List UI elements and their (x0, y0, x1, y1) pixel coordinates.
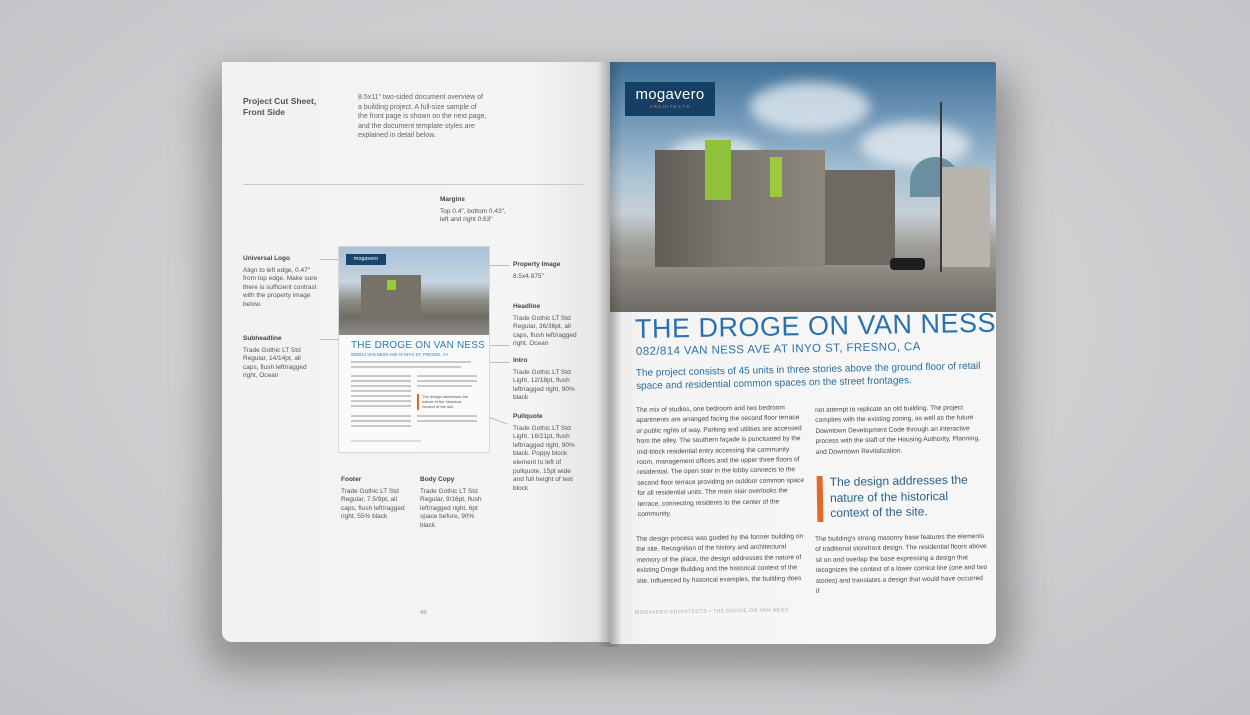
thumbnail-text-line (417, 385, 472, 387)
body-col1-p1: The mix of studios, one bedroom and two bedroom apartments are arranged facing the second floor terrace or public rights of way. Parking and utilities are accessed from the alley. The southern façade is punctuated by the mid-block residential entry accessing the community room, management offices and the upper three floors of residential. The open stair in the lobby connects to the second floor terrace providing an outdoor common space for all residential units. The main stair overlooks the terrace, connecting residents to the center of the community. (636, 404, 805, 519)
annotation-property-image (513, 261, 573, 281)
thumbnail-text-line (351, 405, 411, 407)
thumbnail-text-line (417, 375, 477, 377)
thumbnail-text-line (351, 385, 411, 387)
annotation-heading: Margins (440, 196, 465, 203)
annotation-text: Top 0.4", bottom 0.43", left and right 0.63" (440, 207, 506, 224)
building-green-accent (705, 140, 731, 200)
annotation-heading: Headline (513, 303, 541, 310)
thumbnail-text-line (351, 415, 411, 417)
headline: THE DROGE ON VAN NESS (634, 307, 996, 344)
mogavero-logo (625, 82, 715, 116)
thumbnail-text-line (417, 415, 477, 417)
thumbnail-text-line (351, 395, 411, 397)
annotation-universal-logo (243, 255, 318, 310)
annotation-text: Trade Gothic LT Std Light, 12/18pt, flush left/ragged right, 90% black (513, 368, 575, 402)
building-green-accent (770, 157, 782, 197)
building-tower (940, 167, 990, 267)
right-page (610, 62, 996, 644)
annotation-headline (513, 303, 578, 349)
annotation-heading: Footer (341, 476, 362, 483)
thumbnail-pullquote: The design addresses the nature of the historical context of the site. (422, 394, 469, 409)
thumbnail-text-line (351, 366, 461, 368)
thumbnail-footer-line (351, 440, 421, 442)
car (890, 258, 925, 270)
thumbnail-text-line (351, 390, 411, 392)
divider (243, 184, 583, 185)
annotation-text: Trade Gothic LT Std Regular, 7.5/9pt, all caps, flush left/ragged right, 55% black (341, 487, 405, 521)
annotation-heading: Intro (513, 357, 528, 364)
thumbnail-pullquote-bar (417, 394, 419, 410)
thumbnail-text-line (417, 420, 477, 422)
body-col1-p2: The design process was guided by the former building on the site. Recognition of the history and architectural memory of the place, the design addresses the nature of existing Droge Building and the historical context of the site. Influenced by historical examples, the building does (636, 533, 804, 585)
cloud (860, 122, 970, 167)
pullquote-bar (817, 476, 824, 522)
annotation-intro (513, 357, 578, 403)
annotation-heading: Body Copy (420, 476, 455, 483)
building-main (655, 150, 825, 270)
intro: The project consists of 45 units in three stories above the ground floor of retail space and residential common spaces on the street frontages. (635, 360, 981, 392)
thumbnail-title: THE DROGE ON VAN NESS (351, 340, 486, 351)
left-page-description: 8.5x11" two-sided document overview of a building project. A full-size sample of the front page is shown on the next page, and the document template styles are explained in detail below. (358, 94, 487, 140)
thumbnail-text-line (351, 380, 411, 382)
annotation-text: Trade Gothic LT Std Light, 16/21pt, flush left/ragged right, 90% black. Poppy block element to left of pullquote, 15pt wide and full height of text block (513, 424, 575, 492)
thumbnail-text-line (417, 380, 477, 382)
annotation-heading: Universal Logo (243, 255, 290, 262)
annotation-text: Trade Gothic LT Std Regular, 36/36pt, all caps, flush left/ragged right, Ocean (513, 314, 577, 348)
annotation-subheadline (243, 335, 318, 381)
thumbnail-text-line (351, 400, 411, 402)
pullquote: The design addresses the nature of the historical context of the site. (829, 472, 968, 520)
annotation-heading: Subheadline (243, 335, 282, 342)
annotation-text: Trade Gothic LT Std Regular, 14/14pt, all caps, flush left/ragged right, Ocean (243, 346, 307, 380)
logo-name: mogavero (635, 86, 705, 103)
annotation-heading: Pullquote (513, 413, 543, 420)
annotation-heading: Property Image (513, 261, 561, 268)
annotation-text: Align to left edge, 0.47" from top edge. Make sure there is sufficient contrast with the property image below. (243, 266, 318, 308)
annotation-pullquote (513, 413, 578, 493)
street-light (940, 102, 942, 272)
body-col2-p1: not attempt to replicate an old building. The project complies with the existing zoning, as well as the future Downtown Development Code through an interactive process with the staff of the Housing Authority, Planning, and Downtown Revitalization. (815, 404, 980, 456)
cloud (750, 82, 870, 132)
subheadline: 082/814 VAN NESS AVE AT INYO ST, FRESNO, CA (635, 341, 921, 358)
page-thumbnail (338, 246, 490, 453)
logo-sub: ARCHITECTS (649, 104, 691, 109)
annotation-text: 8.5x4.875" (513, 272, 544, 280)
thumbnail-accent (387, 280, 396, 290)
building-side (825, 170, 895, 265)
annotation-footer (341, 476, 406, 522)
annotation-body-copy (420, 476, 485, 531)
left-page-title: Project Cut Sheet, Front Side (243, 96, 317, 117)
street (610, 267, 996, 312)
thumbnail-text-line (351, 361, 471, 363)
annotation-margins (440, 196, 510, 225)
footer: MOGAVERO ARCHITECTS • THE DROGE ON VAN NESS (634, 607, 789, 616)
thumbnail-text-line (351, 420, 411, 422)
thumbnail-text-line (351, 425, 411, 427)
annotation-text: Trade Gothic LT Std Regular, 9/16pt, flush left/ragged right, 6pt space before, 90% black (420, 487, 482, 529)
body-col2-p2: The building's strong masonry base features the elements of traditional storefront design. The residential floors above sit on and overlap the base expressing a design that recognizes the context of a lower cornice line (one and two stories) and translates a design that would have occurred if (815, 533, 988, 596)
page-number: 46 (420, 610, 427, 616)
thumbnail-logo: mogavero (346, 254, 386, 265)
thumbnail-subtitle: 082/814 VAN NESS AVE AT INYO ST, FRESNO, CA (351, 352, 449, 357)
thumbnail-text-line (351, 375, 411, 377)
